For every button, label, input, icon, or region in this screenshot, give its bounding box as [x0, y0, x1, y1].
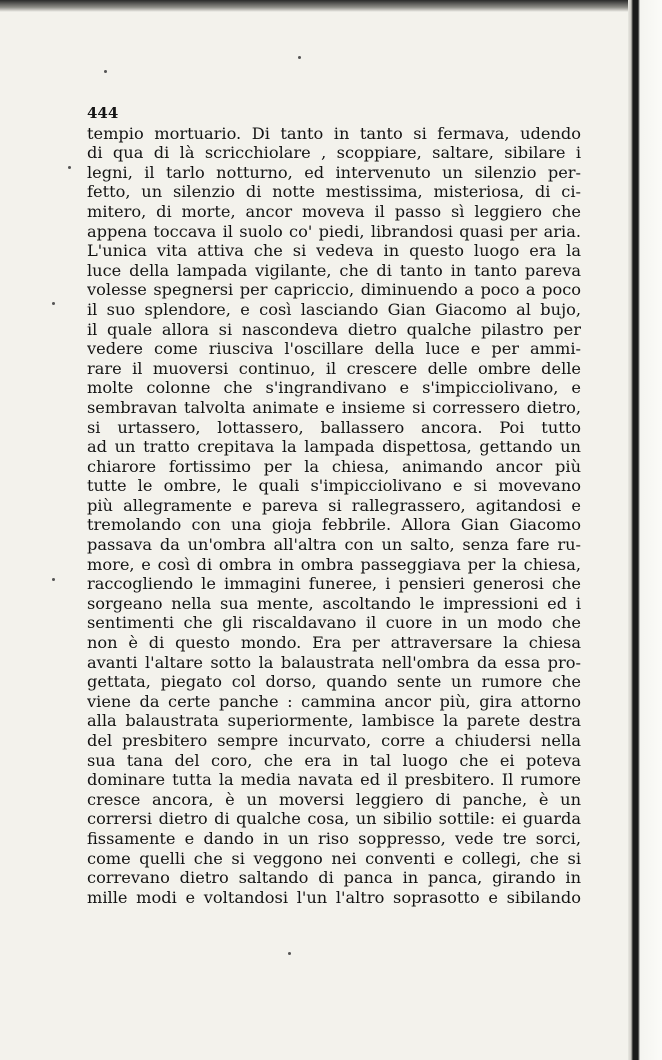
text-line: legni, il tarlo notturno, ed intervenuto un silenzio per- [87, 162, 581, 182]
page-number: 444 [87, 104, 119, 122]
text-line: il quale allora si nascondeva dietro qualche pilastro per [87, 319, 581, 339]
text-lines [87, 124, 581, 908]
text-line: correvano dietro saltando di panca in panca, girando in [87, 868, 581, 888]
text-line: molte colonne che s'ingrandivano e s'impicciolivano, e [87, 378, 581, 398]
text-line: tremolando con una gioja febbrile. Allora Gian Giacomo [87, 515, 581, 535]
page-gutter-edge [628, 0, 662, 1060]
text-line: avanti l'altare sotto la balaustrata nell'ombra da essa pro- [87, 652, 581, 672]
text-line: sembravan talvolta animate e insieme si corressero dietro, [87, 397, 581, 417]
text-line: si urtassero, lottassero, ballassero ancora. Poi tutto [87, 417, 581, 437]
text-line: tempio mortuario. Di tanto in tanto si fermava, udendo [87, 123, 581, 143]
scan-speck [104, 70, 107, 73]
text-line: tutte le ombre, le quali s'impicciolivano e si movevano [87, 476, 581, 496]
text-line: il suo splendore, e così lasciando Gian Giacomo al bujo, [87, 299, 581, 319]
text-line: viene da certe panche : cammina ancor più, gira attorno [87, 691, 581, 711]
text-line: sua tana del coro, che era in tal luogo che ei poteva [87, 750, 581, 770]
text-line: sentimenti che gli riscaldavano il cuore in un modo che [87, 613, 581, 633]
text-line: come quelli che si veggono nei conventi e collegi, che si [87, 848, 581, 868]
text-line: sorgeano nella sua mente, ascoltando le impressioni ed i [87, 593, 581, 613]
text-line: more, e così di ombra in ombra passeggiava per la chiesa, [87, 554, 581, 574]
text-line: luce della lampada vigilante, che di tanto in tanto pareva [87, 260, 581, 280]
scan-speck [52, 578, 55, 581]
text-line: fissamente e dando in un riso soppresso, vede tre sorci, [87, 828, 581, 848]
text-line: corrersi dietro di qualche cosa, un sibilio sottile: ei guarda [87, 809, 581, 829]
text-line: più allegramente e pareva si rallegrassero, agitandosi e [87, 495, 581, 515]
body-text [87, 104, 581, 907]
text-line: vedere come riusciva l'oscillare della luce e per ammi- [87, 339, 581, 359]
scan-speck [288, 952, 291, 955]
text-line: raccogliendo le immagini funeree, i pensieri generosi che [87, 574, 581, 594]
text-line: non è di questo mondo. Era per attraversare la chiesa [87, 633, 581, 653]
top-scan-shadow [0, 0, 662, 12]
text-line: fetto, un silenzio di notte mestissima, misteriosa, di ci- [87, 182, 581, 202]
text-line: appena toccava il suolo co' piedi, librandosi quasi per aria. [87, 221, 581, 241]
text-line: rare il muoversi continuo, il crescere delle ombre delle [87, 358, 581, 378]
text-line: ad un tratto crepitava la lampada dispettosa, gettando un [87, 437, 581, 457]
text-line: gettata, piegato col dorso, quando sente un rumore che [87, 672, 581, 692]
scan-speck [68, 166, 71, 169]
text-line: chiarore fortissimo per la chiesa, animando ancor più [87, 456, 581, 476]
text-line: mille modi e voltandosi l'un l'altro soprasotto e sibilando [87, 887, 581, 907]
text-line: L'unica vita attiva che si vedeva in questo luogo era la [87, 241, 581, 261]
text-line: cresce ancora, è un moversi leggiero di panche, è un [87, 789, 581, 809]
scan-speck [298, 56, 301, 59]
text-line: mitero, di morte, ancor moveva il passo sì leggiero che [87, 201, 581, 221]
text-line: alla balaustrata superiormente, lambisce la parete destra [87, 711, 581, 731]
text-line: volesse spegnersi per capriccio, diminuendo a poco a poco [87, 280, 581, 300]
text-line: dominare tutta la media navata ed il presbitero. Il rumore [87, 770, 581, 790]
text-line: passava da un'ombra all'altra con un salto, senza fare ru- [87, 535, 581, 555]
text-line: del presbitero sempre incurvato, corre a chiudersi nella [87, 731, 581, 750]
scan-speck [52, 302, 55, 305]
text-line: di qua di là scricchiolare , scoppiare, saltare, sibilare i [87, 143, 581, 163]
